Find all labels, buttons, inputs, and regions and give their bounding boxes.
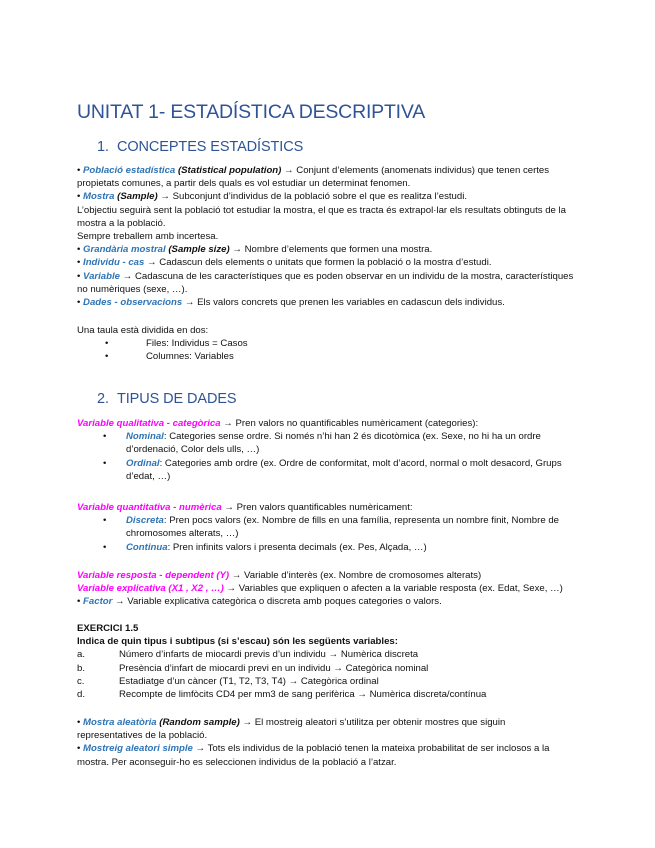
variable-quantitativa: Variable quantitativa - numèrica → Pren valors quantificables numèricament:: [77, 502, 413, 513]
subtype-discreta-cont: chromosomes alterats, …): [126, 528, 239, 540]
variable-explicativa: Variable explicativa (X1 , X2 , …) → Variables que expliquen o afecten a la variable resposta (ex. Edat, Sexe, …): [77, 583, 563, 595]
mostreig-simple: • Mostreig aleatori simple → Tots els individus de la població tenen la mateixa probabilitat de ser inclosos a la: [77, 743, 550, 755]
section-title: TIPUS DE DADES: [117, 391, 237, 407]
section-heading-tipus: [97, 390, 236, 408]
variables-role-block: [77, 569, 577, 609]
exercici-block: [77, 622, 577, 701]
mostra-aleatoria-cont: representatives de la població.: [77, 730, 208, 742]
mostreig-simple-cont: mostra. Per aconseguir-ho es seleccionen individus de la població a l’atzar.: [77, 756, 397, 768]
concept-variable: • Variable → Cadascuna de les característiques que es poden observar en un individu de la mostra, característiques: [77, 270, 574, 282]
concept-individu: • Individu - cas → Cadascun dels elements o unitats que formen la població o la mostra d’estudi.: [77, 257, 492, 269]
list-item: a. Número d’infarts de miocardi previs d’un individu → Numèrica discreta: [77, 649, 419, 661]
subtype-nominal-cont: d’ordenació, Color dels ulls, …): [126, 444, 260, 456]
concept-dades: • Dades - observacions → Els valors concrets que prenen les variables en cadascun dels individus.: [77, 297, 505, 309]
list-item: d. Recompte de limfòcits CD4 per mm3 de sang perifèrica → Numèrica discreta/contínua: [77, 689, 487, 701]
subtype-discreta: • Discreta: Pren pocs valors (ex. Nombre de fills en una família, representa un nombre finit, Nombre de: [103, 515, 560, 527]
taula-block: [77, 324, 577, 364]
mostreig-block: [77, 716, 577, 769]
list-item: • Files: Individus = Casos: [105, 338, 248, 350]
subtype-ordinal: • Ordinal: Categories amb ordre (ex. Ordre de conformitat, molt d’acord, normal o molt desacord, Grups: [103, 457, 562, 469]
concept-poblacio-cont: propietats comunes, a partir dels quals es vol estudiar un determinat fenomen.: [77, 178, 411, 190]
objectiu-text-cont: mostra a la població.: [77, 217, 166, 229]
mostra-aleatoria: • Mostra aleatòria (Random sample) → El mostreig aleatori s’utilitza per obtenir mostres que siguin: [77, 717, 506, 728]
taula-intro: Una taula està dividida en dos:: [77, 325, 209, 336]
concept-variable-cont: no numèriques (sexe, …).: [77, 283, 188, 295]
list-item: b. Presència d’infart de miocardi previ en un individu → Categòrica nominal: [77, 662, 429, 674]
subtype-ordinal-cont: d’edat, …): [126, 470, 171, 482]
concept-poblacio: • Població estadística (Statistical population) → Conjunt d’elements (anomenats individus) que tenen certes: [77, 165, 550, 176]
quantitativa-block: [77, 501, 577, 554]
taula-list: [77, 337, 577, 363]
page-title: UNITAT 1- ESTADÍSTICA DESCRIPTIVA: [77, 101, 426, 123]
section-number: 1.: [97, 139, 109, 155]
subtype-continua: • Continua: Pren infinits valors i presenta decimals (ex. Pes, Alçada, …): [103, 541, 427, 553]
variable-qualitativa: Variable qualitativa - categòrica → Pren valors no quantificables numèricament (categories):: [77, 418, 479, 429]
exercici-prompt: Indica de quin tipus i subtipus (si s’escau) són les següents variables:: [77, 636, 398, 648]
concept-mostra: • Mostra (Sample) → Subconjunt d’individus de la població sobre el que es realitza l’estudi.: [77, 191, 468, 203]
objectiu-text: L’objectiu seguirà sent la població tot estudiar la mostra, el que es tracta és extrapol·lar els resultats obtinguts de la: [77, 204, 567, 216]
qualitativa-block: [77, 417, 577, 483]
subtype-nominal: • Nominal: Categories sense ordre. Si només n’hi han 2 és dicotòmica (ex. Sexe, no hi ha un ordre: [103, 431, 541, 443]
concept-grandaria: • Grandària mostral (Sample size) → Nombre d’elements que formen una mostra.: [77, 244, 433, 256]
incertesa-text: Sempre treballem amb incertesa.: [77, 231, 219, 243]
exercici-title: EXERCICI 1.5: [77, 623, 139, 634]
list-item: c. Estadiatge d’un càncer (T1, T2, T3, T4) → Categòrica ordinal: [77, 675, 379, 687]
factor: • Factor → Variable explicativa categòrica o discreta amb poques categories o valors.: [77, 596, 442, 608]
section-number: 2.: [97, 391, 109, 407]
list-item: • Columnes: Variables: [105, 351, 234, 363]
section-title: CONCEPTES ESTADÍSTICS: [117, 139, 304, 155]
section-heading-concepts: [97, 138, 303, 156]
variable-resposta: Variable resposta - dependent (Y) → Variable d’interès (ex. Nombre de cromosomes alterats): [77, 570, 482, 581]
concepts-block: [77, 164, 577, 309]
